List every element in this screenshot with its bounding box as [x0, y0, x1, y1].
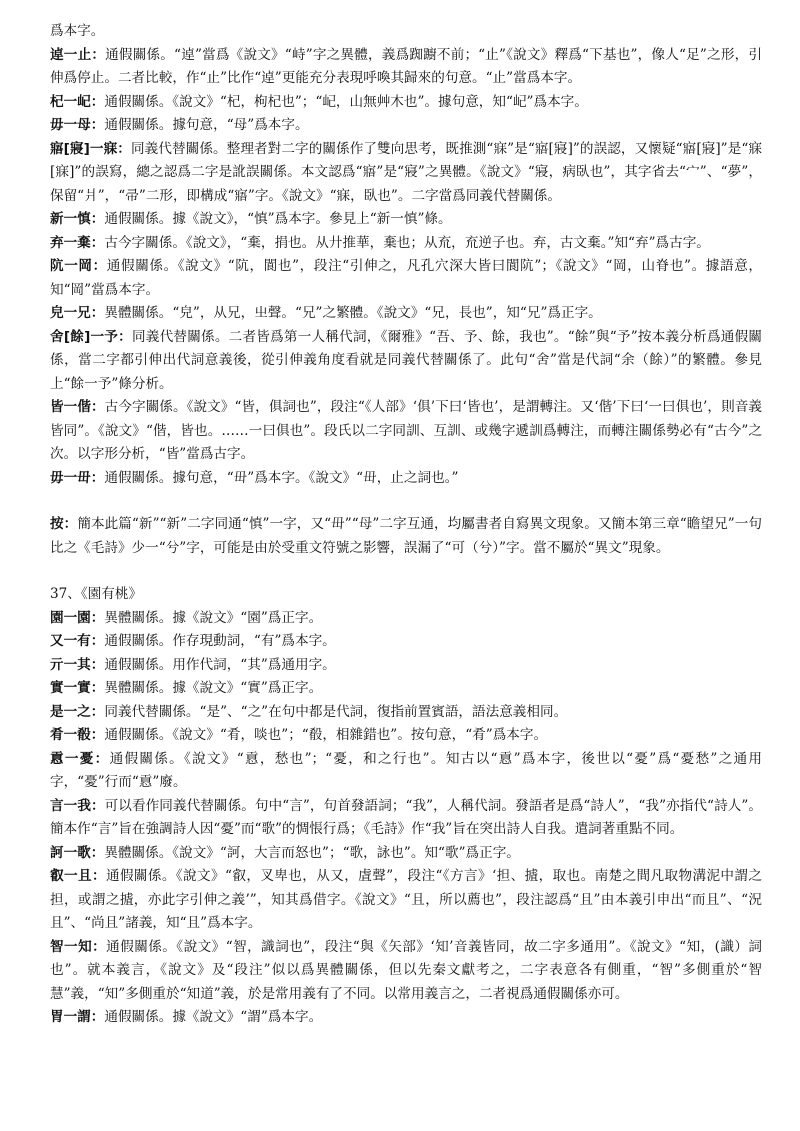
entry-paragraph: [50, 255, 762, 302]
entry-paragraph: [50, 865, 762, 936]
entry-text: 通假關係。《說文》“肴，啖也”；“殽，相雜錯也”。按句意，“肴”爲本字。: [104, 727, 548, 743]
entry-paragraph: [50, 208, 762, 232]
entry-term: 又一有：: [50, 633, 105, 649]
entry-text: 通假關係。據句意，“母”爲本字。: [104, 117, 309, 133]
entry-text: 異體關係。據《說文》“實”爲正字。: [104, 680, 323, 696]
entry-term: 慐一憂：: [50, 750, 110, 767]
note-paragraph: [50, 513, 762, 560]
entry-paragraph: [50, 701, 762, 725]
entry-term: 亓一其：: [50, 656, 105, 673]
entry-text: 同義代替關係。“是”、“之”在句中都是代詞，復指前置賓語，語法意義相同。: [104, 703, 568, 720]
entry-text: 可以看作同義代替關係。句中“言”，句首發語詞；“我”，人稱代詞。發語者是爲“詩人”，“我”亦指代“詩人”。簡本作“言”旨在強調詩人因“憂”而“歌”的惆悵行爲；《毛詩》作“我”旨在突出詩人自我。遣詞著重點不同。: [50, 797, 762, 837]
entry-text: 通假關係。《說文》“杞，枸杞也”；“屺，山無艸木也”。據句意，知“屺”爲本字。: [104, 93, 588, 110]
entry-term: 實一實：: [50, 680, 105, 696]
entry-text: 古今字關係。《說文》，“棄，捐也。从廾推華，棄也；从㐬，㐬逆子也。弃，古文棄。”知“弃”爲古字。: [104, 234, 710, 251]
entry-list-a: [50, 44, 762, 491]
entry-text: 古今字關係。《說文》“皆，俱詞也”，段注“《人部》‘俱’下曰‘皆也’，是謂轉注。又‘偕’下曰‘一曰俱也’，則音義皆同”。《說文》“偕，皆也。……一曰俱也”。段氏以二字同訓、互訓、或幾字遞訓爲轉注，而轉注關係勢必有“古今”之次。以字形分析，“皆”當爲古字。: [50, 399, 762, 462]
entry-term: 皆一偕：: [50, 399, 105, 415]
note-label: 按：: [50, 516, 78, 532]
entry-text: 通假關係。《說文》“阬，閬也”，段注“引伸之，凡孔穴深大皆曰閬阬”；《說文》“岡，山脊也”。據語意，知“岡”當爲本字。: [50, 258, 762, 298]
entry-paragraph: [50, 607, 762, 631]
entry-term: 胃一謂：: [50, 1009, 105, 1025]
entry-text: 通假關係。據句意，“毌”爲本字。《說文》“毌，止之詞也。”: [104, 469, 459, 486]
lead-text: 爲本字。: [50, 23, 105, 39]
spacer: [50, 490, 762, 513]
entry-text: 同義代替關係。二者皆爲第一人稱代詞，《爾雅》“吾、予、餘，我也”。“餘”與“予”按本義分析爲通假關係，當二字都引伸出代詞意義後，從引伸義角度看就是同義代替關係了。此句“舍”當是代詞“余（餘）”的繁體。參見上“餘一予”條分析。: [50, 328, 762, 392]
entry-list-b: [50, 607, 762, 1030]
note-text: 簡本此篇“新”“新”二字同通“慎”一字，又“毌”“母”二字互通，均屬書者自寫異文現象。又簡本第三章“瞻望兄”一句比之《毛詩》少一“兮”字，可能是由於受重文符號之影響，誤漏了“可（兮）”字。當不屬於“異文”現象。: [50, 516, 762, 556]
section-title: 37、《園有桃》: [50, 586, 143, 602]
entry-paragraph: [50, 138, 762, 209]
entry-paragraph: [50, 302, 762, 326]
entry-paragraph: [50, 654, 762, 678]
entry-paragraph: [50, 396, 762, 467]
entry-term: 毋一毌：: [50, 469, 105, 486]
entry-term: 智一知：: [50, 938, 107, 955]
entry-text: 通假關係。《說文》“叡，叉卑也，从又，虘聲”，段注“《方言》‘担、摣，取也。南楚之間凡取物溝泥中謂之担，或謂之摣，亦此字引伸之義’”，知其爲借字。《說文》“且，所以薦也”，段注認爲“且”由本義引申出“而且”、“況且”、“尚且”諸義，知“且”爲本字。: [50, 868, 763, 931]
entry-text: 通假關係。“逴”當爲《說文》“峙”字之異體，義爲踟躕不前；“止”《說文》釋爲“下基也”，像人“足”之形，引伸爲停止。二者比較，作“止”比作“逴”更能充分表現呼喚其歸來的句意。“止”當爲本字。: [50, 46, 762, 86]
spacer: [50, 560, 762, 583]
entry-term: 訶一歌：: [50, 844, 105, 861]
entry-text: 同義代替關係。整理者對二字的關係作了雙向思考，既推測“寐”是“寤[寢]”的誤認，又懷疑“寤[寢]”是“寐[寐]”的誤寫，總之認爲二字是訛誤關係。本文認爲“寤”是“寢”之異體。《說文》“寢，病臥也”，其字省去“宀”、“夢”，保留“爿”，“帚”二形，即構成“寤”字。《說文》“寐，臥也”。二字當爲同義代替關係。: [50, 140, 762, 204]
entry-text: 異體關係。據《說文》“園”爲正字。: [104, 609, 323, 626]
entry-paragraph: [50, 936, 762, 1007]
entry-paragraph: [50, 1006, 762, 1030]
entry-text: 通假關係。用作代詞，“其”爲通用字。: [104, 656, 336, 673]
entry-text: 通假關係。據《說文》，“慎”爲本字。參見上“新一慎”條。: [104, 211, 452, 227]
entry-paragraph: [50, 630, 762, 654]
entry-paragraph: [50, 44, 762, 91]
entry-text: 通假關係。《說文》“智，識詞也”，段注“與《矢部》‘知’音義皆同，故二字多通用”。《說文》“知，(識）詞也”。就本義言，《說文》及“段注”似以爲異體關係，但以先秦文獻考之，二字表意各有側重，“智”多側重於“智慧”義，“知”多側重於“知道”義，於是常用義有了不同。以常用義言之，二者視爲通假關係亦可。: [50, 938, 763, 1002]
entry-term: 阬一岡：: [50, 258, 107, 274]
entry-text: 異體關係。“皃”，从兄，㞢聲。“兄”之繁體。《說文》“兄，長也”，知“兄”爲正字。: [104, 305, 602, 321]
entry-paragraph: [50, 232, 762, 256]
entry-term: 皃一兄：: [50, 305, 105, 321]
entry-paragraph: [50, 91, 762, 115]
entry-term: 是一之：: [50, 703, 105, 720]
entry-paragraph: [50, 467, 762, 491]
entry-paragraph: [50, 677, 762, 701]
entry-term: 逴一止：: [50, 46, 106, 63]
entry-text: 異體關係。《說文》“訶，大言而怒也”；“歌，詠也”。知“歌”爲正字。: [104, 844, 520, 861]
entry-paragraph: [50, 748, 762, 795]
entry-term: 新一慎：: [50, 211, 105, 227]
entry-paragraph: [50, 114, 762, 138]
entry-term: 寤[寢]一寐：: [50, 140, 131, 157]
entry-term: 舍[餘]一予：: [50, 328, 132, 345]
entry-paragraph: [50, 842, 762, 866]
entry-term: 杞一屺：: [50, 93, 105, 110]
entry-text: 通假關係。《說文》“慐，愁也”；“憂，和之行也”。知古以“慐”爲本字，後世以“憂”爲“憂愁”之通用字，“憂”行而“慐”廢。: [50, 750, 762, 790]
entry-text: 通假關係。作存現動詞，“有”爲本字。: [104, 633, 336, 649]
entry-term: 叡一且：: [50, 868, 106, 884]
entry-paragraph: [50, 326, 762, 397]
entry-paragraph: [50, 795, 762, 842]
entry-text: 通假關係。據《說文》“謂”爲本字。: [104, 1009, 323, 1025]
entry-term: 毋一母：: [50, 117, 105, 133]
entry-term: 言一我：: [50, 797, 105, 814]
entry-paragraph: [50, 724, 762, 748]
entry-term: 園一園：: [50, 609, 105, 626]
entry-term: 弃一棄：: [50, 234, 105, 251]
document-page: [50, 20, 762, 1030]
entry-term: 肴一殽：: [50, 727, 105, 743]
